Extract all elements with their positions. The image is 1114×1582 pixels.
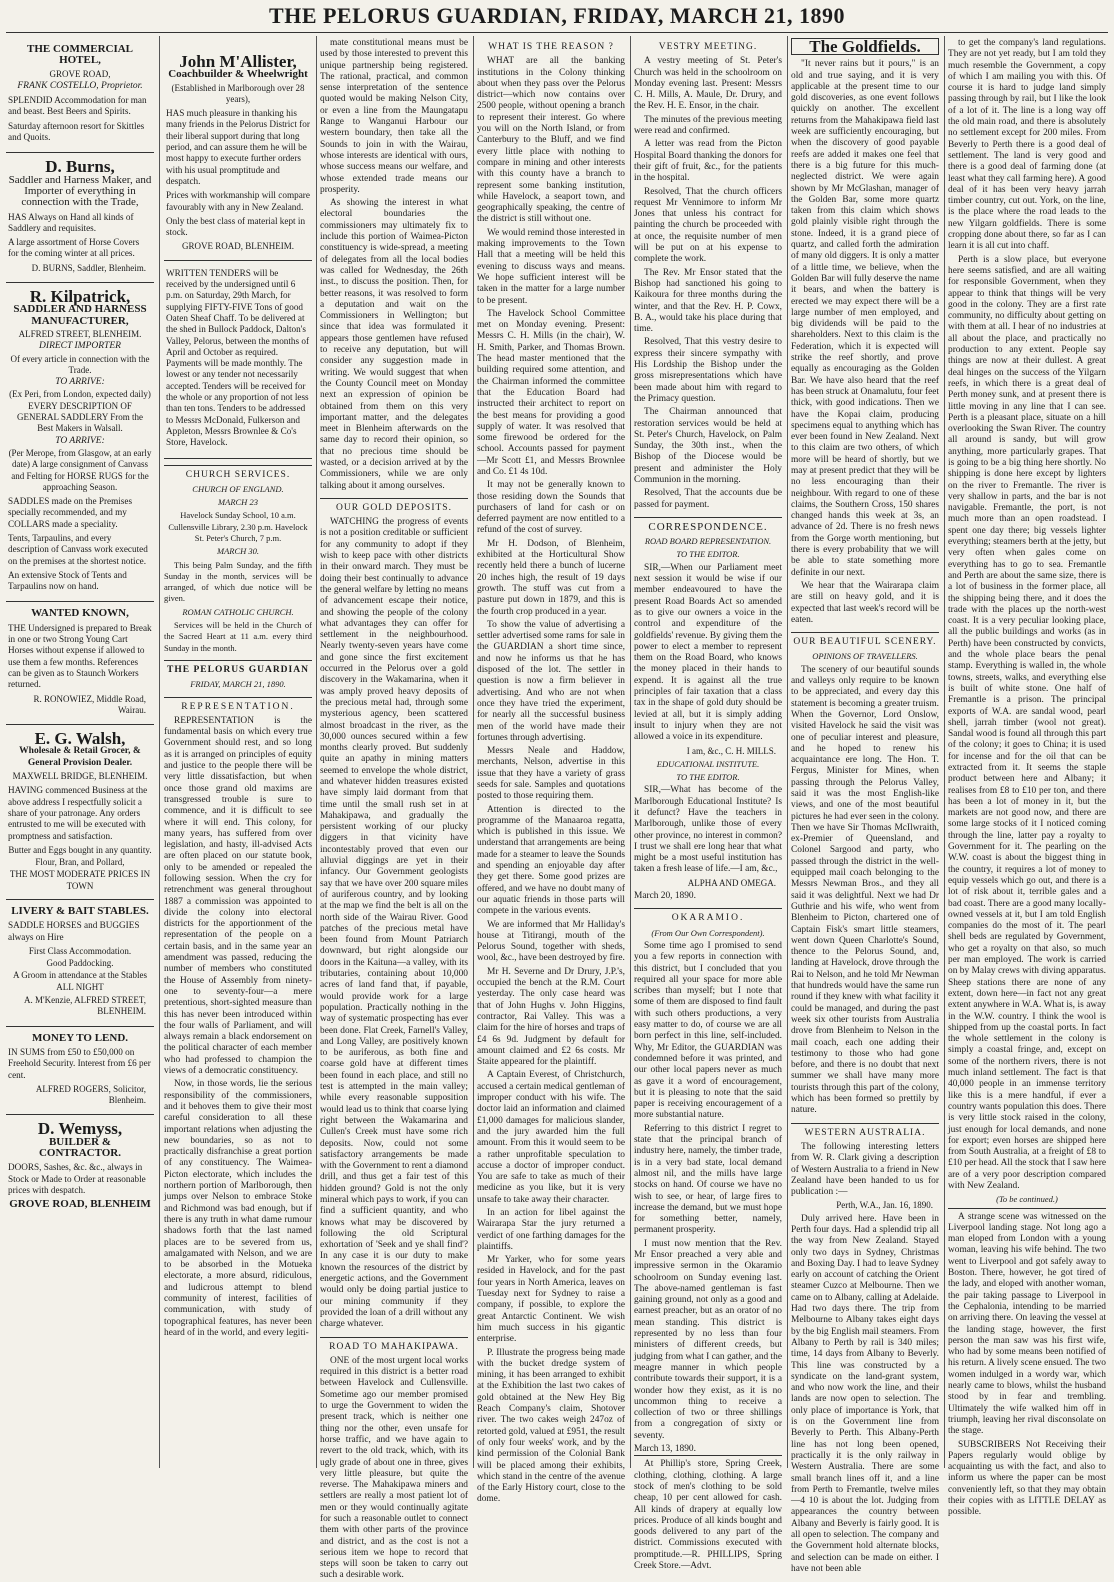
article-paragraph: We would remind those interested in making improvements to the Town Hall that a meeting will be held this evening to discuss ways and means. We hope sufficient interest will be taken in the matter for a large number to be present. (477, 227, 625, 306)
article-paragraph: Now, in those words, lie the serious responsibility of the commissioners, and it behoves them to give their most careful consideration to all these important relations when adjusting the new boundaries, so as not to practically disfranchise a great portion of any constituency. The Waimea-Picton electorate, which includes the northern portion of Marlborough, then jumps over Nelson to embrace Stoke and Richmond was bad enough, but if there is any truth in what dame rumour shadows forth that the last named places are to be severed from us, amalgamated with Nelson, and we are to be absorbed in the Motueka electorate, a more absurd, ridiculous, and ludicrous attempt to blend community of interest, facilities of communication, with study of topographical features, has never been heard of in the world, and every legiti- (164, 1079, 312, 1338)
ad-kilpatrick: R. Kilpatrick, SADDLER AND HARNESS MANUFACTURER, ALFRED STREET, BLENHEIM. DIRECT IMPORTER Of every article in connection with the Trade. TO ARRIVE: (Ex Peri, from London, expected daily) EVERY DESCRIPTION OF GENERAL SADDLERY From the Best Makers in Walsall. TO ARRIVE: (Per Merope, from Glasgow, at an early date) A large consignment of Canvass and Felting for HORSE RUGS for the approaching Season. SADDLES made on the Premises specially recommended, and my COLLARS made a speciality. Tents, Tarpaulins, and every description of Canvass work executed on the premises at the shortest notice. An extensive Stock of Tents and Tarpaulins now on hand. (6, 283, 154, 602)
article-paragraph: We are informed that Mr Halliday's house at Titirangi, mouth of the Pelorus Sound, together with sheds, wool, &c., have been destroyed by fire. (477, 919, 625, 964)
column-5: VESTRY MEETING. A vestry meeting of St. Peter's Church was held in the schoolroom on Monday evening last. Present: Messrs C. H. Mills, A. Maule, Dr. Drury, and the Rev. H. E. Ensor, in the chair. The minutes of the previous meeting were read and confirmed. A letter was read from the Picton Hospital Board thanking the donors for their gift of fruit, &c., for the patients in the hospital. Resolved, That the church officers request Mr Vennimore to inform Mr Jones that unless his contract for painting the church be proceeded with at once, the requisite number of men will be put on at his expense to complete the work. The Rev. Mr Ensor stated that the Bishop had sanctioned his going to Kaikoura for three months during the winter, and that the Rev. H. P. Cowx, B. A., would take his place during that time. Resolved, That this vestry desire to express their sincere sympathy with His Lordship the Bishop under the gross misrepresentations which have been made about him with regard to the Primacy question. The Chairman announced that restoration services would be held at St. Peter's Church, Havelock, on Palm Sunday, the 30th inst., when the Bishop of the Diocese would be present and administer the Holy Communion in the morning. Resolved, That the accounts due be passed for payment. CORRESPONDENCE. ROAD BOARD REPRESENTATION. TO THE EDITOR. SIR,—When our Parliament meet next session it would be wise if our member endeavoured to have the present Road Boards Act so amended as to give our owners a voice in the control and expenditure of the goldfields' revenue. By giving them the power to elect a member to represent them on the Road Board, who knows the money placed in their hands to expend. It is against all the true principles of fair taxation that a class tax in the shape of gold duty should be levied at all, but it is simply adding insult to injury when they are not allowed a voice in its expenditure. I am, &c., C. H. MILLS. EDUCATIONAL INSTITUTE. TO THE EDITOR. SIR,—What has become of the Marlborough Educational Institute? Is it defunct? Have the teachers in Marlborough, unlike those of every other province, no interest in common? I trust we shall ere long hear that what might be a most useful institution has taken a fresh lease of life.—I am, &c., ALPHA AND OMEGA. March 20, 1890. OKARAMIO. (From Our Own Correspondent). Some time ago I promised to send you a few reports in connection with this district, but I concluded that you required all your space for more able scribes than myself; but I note that some of them are disposed to find fault with such others productions, a very easy matter to do, of course we are all born perfect in this line, self-included. Why, Mr Editor, the GUARDIAN was condemned before it was printed, and our other local papers never as much as gave it a word of encouragement, but it is pleasing to note that the said paper is receiving encouragement of a more substantial nature. Referring to this district I regret to state that the principal branch of industry here, namely, the timber trade, is in a very bad state, local demand almost nil, and the mills have large stocks on hand. Of course we have no wish to see, or hear, of large fires to increase the demand, but we must hope for something better, namely, permanent prosperity. I must now mention that the Rev. Mr Ensor preached a very able and impressive sermon in the Okaramio schoolroom on Sunday evening last. The above-named gentleman is fast gaining ground, not only as a good and earnest preacher, but as an orator of no mean standing. This district is represented by no less than four ministers of different creeds, but judging from what I can gather, and the meagre manner in which people contribute towards their support, it is a wonder how they exist, as it is no uncommon thing to receive a collection of two or three shillings from a congregation of sixty or seventy. March 13, 1890. At Phillip's store, Spring Creek, clothing, clothing, clothing. A large stock of men's clothing to be sold cheap, 10 per cent allowed for cash. All kinds of drapery at equally low prices. Produce of all kinds bought and goods delivered to any part of the district. Commissions executed with promptitude.—R. PHILLIPS, Spring Creek Store.—Advt. (634, 38, 782, 1468)
ad-title: LIVERY & BAIT STABLES. (11, 905, 149, 917)
column-divider (473, 36, 474, 1468)
section-heading: The Goldfields. (791, 38, 939, 55)
article-paragraph: A Captain Everest, of Christchurch, accused a certain medical gentleman of improper conduct with his wife. The doctor laid an information and claimed £1,000 damages for malicious slander, and the jury awarded him the full amount. From this it would seem to be a rather unprofitable speculation to accuse a doctor of improper conduct. You are safe to take as much of their medicine as you like, but it is very unsafe to take away their character. (477, 1070, 625, 1205)
article-paragraph: "It never rains but it pours," is an old and true saying, and it is very applicable at the present time to our gold discoveries, as one event follows quickly on another. The excellent returns from the Mahakipawa field last week are sufficiently encouraging, but when the discovery of good payable reefs are added it makes one feel that there is a big future for this much-neglected district. We were again shown by Mr McGlashan, manager of the Golden Bar, some more quartz taken from this claim which shows gold plainly visible right through the stone. Indeed, it is a grand piece of quartz, and called forth the admiration of many old diggers. It is only a matter of a little time, we believe, when the Golden Bar will fully deserve the name it bears, and when the battery is erected we may expect there will be a large number of men employed, and big dividends will be paid to the shareholders. Next to this claim is the Federation, which it is expected will strike the reef shortly, and prove equally as encouraging as the Golden Bar. We have also heard that the reef has been struck at Onamalutu, four feet thick, with good indications. Then we have the Kopai claim, producing specimens equal to anything which has ever been found in New Zealand. Next to this claim are two others, of which more will be heard of shortly, but we may at present predict that they will be no less encouraging than their neighbour. With regard to one of these claims, the Southern Cross, 150 shares changed hands this week at 3s, an advance of 2d. There is no fresh news from the Gorge worth mentioning, but there is every probability that we will be able to state something more definite in our next. (791, 59, 939, 578)
masthead-rule (6, 32, 1108, 33)
column-divider (630, 36, 631, 1468)
article-paragraph: It may not be generally known to those residing down the Sounds that purchasers of land for cash or on deferred payment are now entitled to a refund of the cost of survey. (477, 480, 625, 536)
ad-livery-stables: LIVERY & BAIT STABLES. SADDLE HORSES and BUGGIES always on Hire First Class Accommodation. Good Paddocking. A Groom in attendance at the Stables ALL NIGHT A. M'Kenzie, ALFRED STREET, BLENHEIM. (6, 900, 154, 1027)
article-paragraph: The following interesting letters from W. R. Clark giving a description of Western Australia to a friend in New Zealand have been handed to us for publication :— (791, 1141, 939, 1198)
ad-wanted-known: WANTED KNOWN, THE Undersigned is prepared to Break in one or two Strong Young Cart Horses without expense if allowed to use them a few months. References can be given as to Staunch Workers returned. R. RONOWIEZ, Middle Road, Wairau. (6, 602, 154, 725)
paper-date: FRIDAY, MARCH 21, 1890. (190, 679, 286, 690)
article-paragraph: mate constitutional means must be used by those interested to prevent this unique partnership being registered. The rational, practical, and common sense interpretation of the sentence quoted would be making Nelson City, or even a line from the Maungatapu Range to Wanganui Harbour our western boundary, then take all the Sounds to join in with the Wairau, whose interests are identical with ours, whose success means our welfare, and whose extended trade means our prosperity. (320, 38, 468, 195)
article-paragraph: Mr Yarker, who for some years resided in Havelock, and for the past four years in North America, leaves on Tuesday next for Sydney to raise a company, if possible, to explore the great Antarctic Continent. We wish him much success in his gigantic enterprise. (477, 1255, 625, 1345)
column-divider (316, 36, 317, 1468)
article-paragraph: ONE of the most urgent local works required in this district is a better road between Havelock and Cullensville. Sometime ago our member promised to urge the Government to widen the present track, which is neither one thing nor the other, even unsafe for horse traffic, and we have again to revert to the old track, which, with its ugly grade of about one in three, gives very little pleasure, but quite the reverse. The Mahakipawa miners and settlers are really a most patient lot of men or they would continually agitate for such a reasonable outlet to connect them with other parts of the province and district, and as the cost is not a serious item we hope to record that steps will soon be taken to carry out such a desirable work. (320, 1355, 468, 1581)
column-7: to get the company's land regulations. They are not yet ready, but I am told they much resemble the Government, a copy of which I am mailing you with this. Of course it is hard to judge land simply passing through by rail, but I like the look of a lot of it. The line is a long way off the old main road, and there is absolutely no settlement except for 200 miles. From Beverly to Perth there is a good deal of settlement. The land is very good and there is a good deal of farming done (at least what they call farming here). A good deal of it has been very heavy jarrah timber country, cut out. York, on the line, is the place where the road leads to the new Yilgarn goldfields. There is some cropping done about there, so far as I can learn it is all cut into chaff. Perth is a slow place, but everyone here seems satisfied, and are all waiting for responsible Government, when they appear to think that things will be very good in the colony. They are a first rate community, no difficulty about getting on with them at all. I hear of no industries at all about the place, and practically no production to any extent. People say things are now at their dullest. A great deal hinges on the success of the Yilgarn reefs, in which there is a great deal of Perth money sunk, and at present there is little moving in any line that I can see. Perth is a pleasant place, situate on a hill overlooking the Swan River. The country all around is sandy, but will grow anything, more particularly grapes. That is going to be a big thing here shortly. No shipping is done here except by lighters on the river to Fremantle. The river is very shallow in parts, and the bar is not navigable. Fremantle, the port, is not much more than an open roadstead. I spent one day there; big vessels lighter everything; steamers berth at the jetty, but very often when gales come on everything has to go to sea. Fremantle and Perth are about the same size, there is a lot of business in the former place, all the shipping being there, and it does the trade with the places up the north-west coast. It is a very peculiar looking place, all the public buildings and works (as in Perth) have been constructed by convicts, and the whole place bears the penal stamp. Everything is walled in, the whole towns, streets, walks, and everything else is built of white stone. One half of Fremantle is a prison. The principal exports of W.A. are sandal wood, pearl shell, jarrah timber (wool not great). Sandal wood is found all through this part of the colony; it goes to China; it is used for incense and for the oil that can be extracted from it. It seems the staple product between here and Albany; it realises from £8 to £10 per ton, and there has been a lot of money in it, but the markets are not good now, and there are some large stocks of it I noticed coming through the line, latter pay a royalty to Government for it. The pearling on the W.W. coast is about the biggest thing in the country, it requires a lot of money to equip vessels which go out, and there is a lot of risk about it, terrible gales and a bad coast. There are a good many locally-owned vessels at it, but I am told English companies do the most of it. The pearl shell beds are regulated by Government, who get a royalty on that also, so much per man employed. The work is carried on by Malay crews with diving apparatus. Sheep stations there are none of any extent, down here—in fact not any great extent anywhere in W.A. What is, is away in the W.W. country. I think the wool is shipped from up the coastal ports. In fact the whole settlement in the colony is simply a coastal fringe, and, except on some of the northern rivers, there is not much inland settlement. The fact is that 40,000 people in an immense territory like this is a mere handful, if ever a country wants population this does. There is very little stock raised in the colony, just enough for local demands, and none for export; even horses are shipped here from South Australia, at a freight of £8 to £10 per head. All the stock that I saw here are of a very poor description compared with New Zealand. (To be continued.) A strange scene was witnessed on the Liverpool landing stage. Not long ago a man eloped from London with a young woman, leaving his wife behind. The two went to Liverpool and got safely away to Boston. There, however, he got tired of the lady, and eloped with another woman, the pair taking passage to Liverpool in the Cephalonia, intending to be married on arriving there. On leaving the vessel at the landing stage, however, the first person the man saw was his first wife, who had by some means been notified of his return. A lively scene ensued. The two women indulged in a wordy war, which nearly came to blows, whilst the husband stood by in fear and trembling. Ultimately the wife walked him off in triumph, leaving her rival disconsolate on the stage. SUBSCRIBERS Not Receiving their Papers regularly would oblige by acquainting us with the fact, and also to inform us where the paper can be most conveniently left, so that they may obtain their copies with as LITTLE DELAY as possible. (948, 38, 1106, 1518)
ad-title: WANTED KNOWN, (31, 607, 129, 620)
article-paragraph: Perth is a slow place, but everyone here seems satisfied, and are all waiting for responsible Government, when they appear to think that things will be very good in the colony. They are a first rate community, no difficulty about getting on with them at all. I hear of no industries at all about the place, and practically no production to any extent. People say things are now at their dullest. A great deal hinges on the success of the Yilgarn reefs, in which there is a great deal of Perth money sunk, and at present there is little moving in any line that I can see. Perth is a pleasant place, situate on a hill overlooking the Swan River. The country all around is sandy, but will grow anything, more particularly grapes. That is going to be a big thing here shortly. No shipping is done here except by lighters on the river to Fremantle. The river is very shallow in parts, and the bar is not navigable. Fremantle, the port, is not much more than an open roadstead. I spent one day there; big vessels lighter everything; steamers berth at the jetty, but very often when gales come on everything has to go to sea. Fremantle and Perth are about the same size, there is a lot of business in the former place, all the shipping being there, and it does the trade with the places up the north-west coast. It is a very peculiar looking place, all the public buildings and works (as in Perth) have been constructed by convicts, and the whole place bears the penal stamp. Everything is walled in, the whole towns, streets, walks, and everything else is built of white stone. One half of Fremantle is a prison. The principal exports of W.A. are sandal wood, pearl shell, jarrah timber (wool not great). Sandal wood is found all through this part of the colony; it goes to China; it is used for incense and for the oil that can be extracted from it. It seems the staple product between here and Albany; it realises from £8 to £10 per ton, and there has been a lot of money in it, but the markets are not good now, and there are some large stocks of it I noticed coming through the line, latter pay a royalty to Government for it. The pearling on the W.W. coast is about the biggest thing in the country, it requires a lot of money to equip vessels which go out, and there is a lot of risk about it, terrible gales and a bad coast. There are a good many locally-owned vessels at it, but I am told English companies do the most of it. The pearl shell beds are regulated by Government, who get a royalty on that also, so much per man employed. The work is carried on by Malay crews with diving apparatus. Sheep stations there are none of any extent, down here—in fact not any great extent anywhere in W.A. What is, is away in the W.W. country. I think the wool is shipped from up the coastal ports. In fact the whole settlement in the colony is simply a coastal fringe, and, except on some of the northern rivers, there is not much inland settlement. The fact is that 40,000 people in an immense territory like this is a mere handful, if ever a country wants population this does. There is very little stock raised in the colony, just enough for local demands, and none for export; even horses are shipped here from South Australia, at a freight of £8 to £10 per head. All the stock that I saw here are of a very poor description compared with New Zealand. (948, 254, 1106, 1191)
section-heading: REPRESENTATION. (164, 697, 312, 713)
column-6: The Goldfields. "It never rains but it pours," is an old and true saying, and it is very applicable at the present time to our gold discoveries, as one event follows quickly on another. The excellent returns from the Mahakipawa field last week are sufficiently encouraging, but when the discovery of good payable reefs are added it makes one feel that there is a big future for this much-neglected district. We were again shown by Mr McGlashan, manager of the Golden Bar, some more quartz taken from this claim which shows gold plainly visible right through the stone. Indeed, it is a grand piece of quartz, and called forth the admiration of many old diggers. It is only a matter of a little time, we believe, when the Golden Bar will fully deserve the name it bears, and when the battery is erected we may expect there will be a large number of men employed, and big dividends will be paid to the shareholders. Next to this claim is the Federation, which it is expected will strike the reef shortly, and prove equally as encouraging as the Golden Bar. We have also heard that the reef has been struck at Onamalutu, four feet thick, with good indications. Then we have the Kopai claim, producing specimens equal to anything which has ever been found in New Zealand. Next to this claim are two others, of which more will be heard of shortly, but we may at present predict that they will be no less encouraging than their neighbour. With regard to one of these claims, the Southern Cross, 150 shares changed hands this week at 3s, an advance of 2d. There is no fresh news from the Gorge worth mentioning, but there is every probability that we will be able to state something more definite in our next. We hear that the Wairarapa claim are still on heavy gold, and it is expected that last week's record will be eaten. OUR BEAUTIFUL SCENERY. OPINIONS OF TRAVELLERS. The scenery of our beautiful sounds and valleys only require to be known to be appreciated, and every day this statement is becoming a greater truism. When the Governor, Lord Onslow, visited Havelock he said the visit was one of peculiar interest and pleasure, and he hoped to renew his acquaintance ere long. The Hon. T. Fergus, Minister for Mines, when passing through the Pelorus Valley, said it was the most English-like views, and one of the most beautiful pictures he had ever seen in the colony. Then we have Sir Thomas McIlwraith, ex-Premier of Queensland, and Colonel Sargood and party, who passed through the district in the well-equipped mail coach belonging to the Messrs Newman Bros., and they all said it was delightful. Next we had Dr Guthrie and his wife, who went from Blenheim to Picton, chartered one of Captain Fisk's smart little steamers, went down Queen Charlotte's Sound, thence to the Pelorus Sound, and, landing at Havelock, drove through the Rai to Nelson, and he told Mr Newman that hundreds would have the same run round if they knew with what facility it could be managed, and during the past week six other tourists from Australia drove from Blenheim to Nelson in the mail coach, each one adding their testimony to those who had gone before, and there is no doubt that next summer we shall have many more tourists through this part of the colony, which has been formed so prettily by nature. WESTERN AUSTRALIA. The following interesting letters from W. R. Clark giving a description of Western Australia to a friend in New Zealand have been handed to us for publication :— Perth, W.A., Jan. 16, 1890. Duly arrived here. Have been in Perth four days. Had a splendid trip all the way from New Zealand. Stayed only two days in Sydney, Christmas and Boxing Day. I had to leave Sydney early on account of catching the Orient steamer Cuzco at Melbourne. Then we came on to Albany, calling at Adelaide. Had two days there. The trip from Melbourne to Albany takes eight days by the big English mail steamers. From Albany to Perth by rail is 340 miles; time, 14 days from Albany to Beverly. This line was constructed by a syndicate on the land-grant system, and who now work the line, and their lands are now open to selection. The only place of importance is York, that is on the Government line from Beverly to Perth. This Albany-Perth line has not long been opened, practically it is the only railway in Western Australia. There are some small branch lines off it, and a line from Perth to Fremantle, twelve miles—4 10 is about the lot. Judging from appearances the country between Albany and Beverly is fairly good. It is all open to selection. The company and the Government hold alternate blocks, and selection can be made on either. I have not been able (791, 37, 939, 1574)
section-heading: OKARAMIO. (634, 908, 782, 924)
ad-title: D. Burns, (45, 157, 115, 177)
ad-title: R. Kilpatrick, (29, 287, 131, 307)
column-divider (787, 36, 788, 1468)
masthead: THE PELORUS GUARDIAN, FRIDAY, MARCH 21, 1890 (269, 3, 845, 28)
article-paragraph: Duly arrived here. Have been in Perth four days. Had a splendid trip all the way from New Zealand. Stayed only two days in Sydney, Christmas and Boxing Day. I had to leave Sydney early on account of catching the Orient steamer Cuzco at Melbourne. Then we came on to Albany, calling at Adelaide. Had two days there. The trip from Melbourne to Albany takes eight days by the big English mail steamers. From Albany to Perth by rail is 340 miles; time, 14 days from Albany to Beverly. This line was constructed by a syndicate on the land-grant system, and who now work the line, and their lands are now open to selection. The only place of importance is York, that is on the Government line from Beverly to Perth. This Albany-Perth line has not long been opened, practically it is the only railway in Western Australia. There are some small branch lines off it, and a line from Perth to Fremantle, twelve miles—4 10 is about the lot. Judging from appearances the country between Albany and Beverly is fairly good. It is all open to selection. The company and the Government hold alternate blocks, and selection can be made on either. I have not been able (791, 1213, 939, 1574)
article-paragraph: In an action for libel against the Wairarapa Star the jury returned a verdict of one farthing damages for the plaintiffs. (477, 1207, 625, 1252)
article-paragraph: Messrs Neale and Haddow, merchants, Nelson, advertise in this issue that they have a variety of grass seeds for sale. Samples and quotations posted to those requiring them. (477, 746, 625, 802)
article-paragraph: We hear that the Wairarapa claim are still on heavy gold, and it is expected that last week's record will be eaten. (791, 580, 939, 625)
column-1 (6, 38, 154, 1468)
column-2: John M'Allister, Coachbuilder & Wheelwright (Established in Marlborough over 28 years), HAS much pleasure in thanking his many friends in the Pelorus District for their liberal support during that long period, and can assure them he will be most happy to execute further orders with his usual promptitude and despatch. Prices with workmanship will compare favourably with any in New Zealand. Only the best class of material kept in stock. GROVE ROAD, BLENHEIM. WRITTEN TENDERS will be received by the undersigned until 6 p.m. on Saturday, 29th March, for supplying FIFTY-FIVE Tons of good Oaten Sheaf Chaff. To be delivered at the shed in Bullock Paddock, Dalton's Valley, Pelorus, between the months of April and October as required. Payments will be made monthly. The lowest or any tender not necessarily accepted. Tenders will be received for the whole or any proportion of not less than ten tons. Tenders to be addressed to Messrs McDonald, Fulkerson and Appleton, Messrs Brownlee & Co's Store, Havelock. CHURCH SERVICES. CHURCH OF ENGLAND. MARCH 23 Havelock Sunday School, 10 a.m. Cullensville Library, 2.30 p.m. Havelock St. Peter's Church, 7 p.m. MARCH 30. This being Palm Sunday, and the fifth Sunday in the month, services will be arranged, of which due notice will be given. ROMAN CATHOLIC CHURCH. Services will be held in the Church of the Sacred Heart at 11 a.m. every third Sunday in the month. THE PELORUS GUARDIAN FRIDAY, MARCH 21, 1890. REPRESENTATION. REPRESENTATION is the fundamental basis on which every true Government should rest, and so long as it is arranged on principles of equity and justice to the people there will be very little dissatisfaction, but when once those grand old maxims are transgressed trouble is sure to commence, and it is difficult to see where it will end. This colony, for many years, has suffered from over legislation, and hasty, ill-advised Acts are often placed on our statute book, only to be amended or repealed the following session. When the cry for retrenchment was general throughout 1887 a commission was appointed to divide the colony into electoral districts for the apportionment of the representation of the people on a certain basis, and in the same year an amendment was passed, reducing the number of members who constituted the House of Assembly from ninety-one to seventy-four—a mere pretentious, short-sighted measure than this has never been introduced within the four walls of Parliament, and will always remain a black endorsement on the political character of each member who had professed to champion the views of a democratic constituency. Now, in those words, lie the serious responsibility of the commissioners, and it behoves them to give their most careful consideration to all these important relations when adjusting the new boundaries, so as not to practically disfranchise a great portion of any constituency. The Waimea-Picton electorate, which includes the northern portion of Marlborough, then jumps over Nelson to embrace Stoke and Richmond was bad enough, but if there is any truth in what dame rumour shadows forth that the last named places are to be severed from us, amalgamated with Nelson, and we are to be absorbed in the Motueka electorate, a more absurd, ridiculous, and ludicrous attempt to blend community of interest, facilities of communication, with study of topographical features, has never been heard of in the world, and every legiti- (164, 38, 312, 1468)
article-paragraph: to get the company's land regulations. They are not yet ready, but I am told they much resemble the Government, a copy of which I am mailing you with this. Of course it is hard to judge land simply passing through by rail, but I like the look of a lot of it. The line is a long way off the old main road, and there is absolutely no settlement except for 200 miles. From Beverly to Perth there is a good deal of settlement. The land is very good and there is a good deal of farming done (at least what they call farming here). A good deal of it has been very heavy jarrah timber country, cut out. York, on the line, is the place where the road leads to the new Yilgarn goldfields. There is some cropping done about there, so far as I can learn it is all cut into chaff. (948, 38, 1106, 252)
ad-wemyss: D. Wemyss, BUILDER & CONTRACTOR. DOORS, Sashes, &c. &c., always in Stock or Made to Order at reasonable prices with despatch. GROVE ROAD, BLENHEIM (8, 1119, 151, 1211)
column-divider (944, 36, 945, 1468)
article-paragraph: To show the value of advertising a settler advertised some rams for sale in the GUARDIAN a short time since, and now he informs us that he has disposed of the lot. The settler in question is now a firm believer in advertising. And who are not when once they have tried the experiment, for nearly all the successful business men of the world have made their fortunes through advertising. (477, 619, 625, 743)
article-paragraph: Some time ago I promised to send you a few reports in connection with this district, but I concluded that you required all your space for more able scribes than myself; but I note that some of them are disposed to find fault with such others productions, a very easy matter to do, of course we are all born perfect in this line, self-included. Why, Mr Editor, the GUARDIAN was condemned before it was printed, and our other local papers never as much as gave it a word of encouragement, but it is pleasing to note that the said paper is receiving encouragement of a more substantial nature. (634, 940, 782, 1121)
article-paragraph: Mr H. Severne and Dr Drury, J.P.'s, occupied the bench at the R.M. Court yesterday. The only case heard was that of John Hughs v. John Higgins, contractor, Rai Valley. This was a claim for the hire of horses and traps of £4 6s 9d. Judgment by default for amount claimed and £2 6s costs. Mr Staite appeared for the plaintiff. (477, 966, 625, 1068)
article-paragraph: Mr H. Dodson, of Blenheim, exhibited at the Horticultural Show recently held there a bunch of lucerne 20 inches high, the result of 19 days growth. The stuff was cut from a pasture put down in 1879, and this is the fourth crop produced in a year. (477, 538, 625, 617)
ad-title: E. G. Walsh, (34, 729, 126, 749)
article-paragraph: SIR,—What has become of the Marlborough Educational Institute? Is it defunct? Have the teachers in Marlborough, unlike those of every other province, no interest in common? I trust we shall ere long hear that what might be a most useful institution has taken a fresh lease of life.—I am, &c., (634, 785, 782, 875)
ad-title: D. Wemyss, (37, 1119, 123, 1139)
article-paragraph: I must now mention that the Rev. Mr Ensor preached a very able and impressive sermon in the Okaramio schoolroom on Sunday evening last. The above-named gentleman is fast gaining ground, not only as a good and earnest preacher, but as an orator of no mean standing. This district is represented by no less than four ministers of different creeds, but judging from what I can gather, and the meagre manner in which people contribute towards their support, it is a wonder how they exist, as it is no uncommon thing to receive a collection of two or three shillings from a congregation of sixty or seventy. (634, 1238, 783, 1441)
article-paragraph: As showing the interest in what electoral boundaries the commissioners may ultimately fix to include this portion of Waimea-Picton constituency is wide-spread, a meeting of delegates from all the local bodies was called for Wednesday, the 26th inst., to discuss the position. Then, for better reasons, it was resolved to form a deputation and wait on the Commissioners in Wellington; but since that idea was formulated it appears those gentlemen have refused to receive any deputation, but will consider any suggestion made in writing. We would suggest that when the County Council meet on Monday next an expression of opinion be obtained from them on this very important matter, and the delegates meet in Blenheim afterwards on the same day to record their opinion, so that no precious time should be wasted, or a decision arrived at by the Commissioners, while we are only talking about it among ourselves. (320, 198, 468, 491)
article-paragraph: WHAT are all the banking institutions in the Colony thinking about when they pass over the Pelorus district—which now contains over 2500 people, without opening a branch to represent their interest. Go where you will on the North Island, or from Canterbury to the Bluff, and we find every little place with nothing to compare in mining and other interests with this county have a branch to represent some banking institution, while Havelock, a seaport town, and geographically speaking, the centre of the district is still without one. (477, 56, 625, 225)
article-paragraph: At Phillip's store, Spring Creek, clothing, clothing, clothing. A large stock of men's clothing to be sold cheap, 10 per cent allowed for cash. All kinds of drapery at equally low prices. Produce of all kinds bought and goods delivered to any part of the district. Commissions executed with promptitude.—R. PHILLIPS, Spring Creek Store.—Advt. (634, 1455, 782, 1572)
article-paragraph: Resolved, That the accounts due be passed for payment. (634, 488, 782, 510)
article-paragraph: A vestry meeting of St. Peter's Church was held in the schoolroom on Monday evening last. Present: Messrs C. H. Mills, A. Maule, Dr. Drury, and the Rev. H. E. Ensor, in the chair. (634, 56, 782, 112)
article-paragraph: A strange scene was witnessed on the Liverpool landing stage. Not long ago a man eloped from London with a young woman, leaving his wife behind. The two went to Liverpool and got safely away to Boston. There, however, he got tired of the lady, and eloped with another woman, the pair taking passage to Liverpool in the Cephalonia, intending to be married on arriving there. On leaving the vessel at the landing stage, however, the first person the man saw was his first wife, who had by some means been notified of his return. A lively scene ensued. The two women indulged in a wordy war, which nearly came to blows, whilst the husband stood by in fear and trembling. Ultimately the wife walked him off in triumph, leaving her rival disconsolate on the stage. (948, 1208, 1106, 1438)
section-heading: ROAD TO MAHAKIPAWA. (320, 1337, 468, 1353)
ad-mallister: John M'Allister, Coachbuilder & Wheelwright (Established in Marlborough over 28 years), HAS much pleasure in thanking his many friends in the Pelorus District for their liberal support during that long period, and can assure them he will be most happy to execute further orders with his usual promptitude and despatch. Prices with workmanship will compare favourably with any in New Zealand. Only the best class of material kept in stock. GROVE ROAD, BLENHEIM. (164, 38, 312, 261)
ad-walsh: E. G. Walsh, Wholesale & Retail Grocer, & General Provision Dealer. MAXWELL BRIDGE, BLENHEIM. HAVING commenced Business at the above address I respectfully solicit a share of your patronage. Any orders entrusted to me will be executed with promptness and satisfaction. Butter and Eggs bought in any quantity. Flour, Bran, and Pollard, THE MOST MODERATE PRICES IN TOWN (6, 725, 154, 900)
article-paragraph: The Havelock School Committee met on Monday evening. Present: Messrs C. H. Mills (in the chair), W. H. Smith, Parker, and Thomas Brown. The head master mentioned that the building required some attention, and the Chairman informed the committee that the Education Board had instructed their architect to report on the best means for providing a good supply of water. It was resolved that some firewood be ordered for the school. Accounts passed for payment—Mr Scott £1, and Messrs Brownlee and Co. £1 4s 10d. (477, 308, 625, 477)
section-heading: CHURCH SERVICES. (164, 465, 312, 481)
section-heading: OUR GOLD DEPOSITS. (320, 498, 468, 514)
ad-money-to-lend: MONEY TO LEND. IN SUMS from £50 to £50,000 on Freehold Security. Interest from £6 per cent. ALFRED ROGERS, Solicitor, Blenheim. (6, 1027, 154, 1116)
article-paragraph: A letter was read from the Picton Hospital Board thanking the donors for their gift of fruit, &c., for the patients in the hospital. (634, 139, 782, 184)
section-heading: VESTRY MEETING. (658, 42, 758, 52)
article-paragraph: SIR,—When our Parliament meet next session it would be wise if our member endeavoured to have the present Road Boards Act so amended as to give our owners a voice in the control and expenditure of the goldfields' revenue. By giving them the power to elect a member to represent them on the Road Board, who knows the money placed in their hands to expend. It is against all the true principles of fair taxation that a class tax in the shape of gold duty should be levied at all, but it is simply adding insult to injury when they are not allowed a voice in its expenditure. (634, 562, 783, 743)
article-paragraph: SUBSCRIBERS Not Receiving their Papers regularly would oblige by acquainting us with the fact, and also to inform us where the paper can be most conveniently left, so that they may obtain their copies with as LITTLE DELAY as possible. (948, 1439, 1106, 1518)
ad-title: MONEY TO LEND. (31, 1031, 129, 1044)
article-paragraph: P. Illustrate the progress being made with the bucket dredge system of mining, it has been arranged to exhibit at the Exhibition the last two cakes of gold obtained at the New Hey Big Reach Company's claim, Shotover river. The two cakes weigh 247oz of retorted gold, valued at £951, the result of only four weeks' work, and by the kind permission of the Colonial Bank will be placed among their exhibits, which stand in the centre of the avenue of the Early History court, close to the dome. (477, 1347, 625, 1505)
article-paragraph: Resolved, That this vestry desire to express their sincere sympathy with His Lordship the Bishop under the gross misrepresentations which have been made about him with regard to the Primacy question. (634, 337, 782, 404)
column-3 (320, 38, 468, 1581)
article-paragraph: The minutes of the previous meeting were read and confirmed. (634, 114, 782, 137)
article-paragraph: The scenery of our beautiful sounds and valleys only require to be known to be appreciated, and every day this statement is becoming a greater truism. When the Governor, Lord Onslow, visited Havelock he said the visit was one of peculiar interest and pleasure, and he hoped to renew his acquaintance ere long. The Hon. T. Fergus, Minister for Mines, when passing through the Pelorus Valley, said it was the most English-like views, and one of the most beautiful pictures he had ever seen in the colony. Then we have Sir Thomas McIlwraith, ex-Premier of Queensland, and Colonel Sargood and party, who passed through the district in the well-equipped mail coach belonging to the Messrs Newman Bros., and they all said it was delightful. Next we had Dr Guthrie and his wife, who went from Blenheim to Picton, chartered one of Captain Fisk's smart little steamers, went down Queen Charlotte's Sound, thence to the Pelorus Sound, and, landing at Havelock, drove through the Rai to Nelson, and he told Mr Newman that hundreds would have the same run round if they knew with what facility it could be managed, and during the past week six other tourists from Australia drove from Blenheim to Nelson in the mail coach, each one adding their testimony to those who had gone before, and there is no doubt that next summer we shall have many more tourists through this part of the colony, which has been formed so prettily by nature. (791, 664, 939, 1116)
section-heading: WESTERN AUSTRALIA. (791, 1123, 939, 1139)
ad-commercial-hotel: THE COMMERCIAL HOTEL, GROVE ROAD, FRANK COSTELLO, Proprietor. SPLENDID Accommodation for man and beast. Best Beers and Spirits. Saturday afternoon resort for Skittles and Quoits. (6, 38, 154, 153)
article-paragraph: Attention is directed to the programme of the Manaaroa regatta, which is published in this issue. We understand that arrangements are being made for a steamer to leave the Sounds and spending an enjoyable day after they get there. Some good prizes are offered, and we have no doubt many of our aquatic friends in those parts will compete in the various events. (477, 804, 625, 917)
section-heading: CORRESPONDENCE. (634, 517, 782, 533)
column-divider (159, 36, 160, 1468)
ad-title: John M'Allister, (179, 52, 297, 71)
ad-written-tenders: WRITTEN TENDERS will be received by the undersigned until 6 p.m. on Saturday, 29th March, for supplying FIFTY-FIVE Tons of good Oaten Sheaf Chaff. To be delivered at the shed in Bullock Paddock, Dalton's Valley, Pelorus, between the months of April and October as required. Payments will be made monthly. The lowest or any tender not necessarily accepted. Tenders will be received for the whole or any proportion of not less than ten tons. Tenders to be addressed to Messrs McDonald, Fulkerson and Appleton, Messrs Brownlee & Co's Store, Havelock. (164, 261, 312, 459)
article-paragraph: The Rev. Mr Ensor stated that the Bishop had sanctioned his going to Kaikoura for three months during the winter, and that the Rev. H. P. Cowx, B. A., would take his place during that time. (634, 267, 782, 335)
column-4 (477, 38, 625, 1505)
ad-title: THE COMMERCIAL HOTEL, (26, 43, 134, 67)
article-paragraph: Resolved, That the church officers request Mr Vennimore to inform Mr Jones that unless his contract for painting the church be proceeded with at once, the requisite number of men will be put on at his expense to complete the work. (634, 186, 782, 265)
section-heading: WHAT IS THE REASON ? (488, 42, 614, 52)
section-heading: OUR BEAUTIFUL SCENERY. (791, 632, 939, 648)
paper-title: THE PELORUS GUARDIAN (164, 660, 312, 676)
article-paragraph: Referring to this district I regret to state that the principal branch of industry here, namely, the timber trade, is in a very bad state, local demand almost nil, and the mills have large stocks on hand. Of course we have no wish to see, or hear, of large fires to increase the demand, but we must hope for something better, namely, permanent prosperity. (634, 1123, 782, 1236)
ad-burns: D. Burns, Saddler and Harness Maker, and Importer of everything in connection with the Trade, HAS Always on Hand all kinds of Saddlery and requisites. A large assortment of Horse Covers for the coming winter at all prices. D. BURNS, Saddler, Blenheim. (6, 153, 154, 283)
article-paragraph: REPRESENTATION is the fundamental basis on which every true Government should rest, and so long as it is arranged on principles of equity and justice to the people there will be very little dissatisfaction, but when once those grand old maxims are transgressed trouble is sure to commence, and it is difficult to see where it will end. This colony, for many years, has suffered from over legislation, and hasty, ill-advised Acts are often placed on our statute book, only to be amended or repealed the following session. When the cry for retrenchment was general throughout 1887 a commission was appointed to divide the colony into electoral districts for the apportionment of the representation of the people on a certain basis, and in the same year an amendment was passed, reducing the number of members who constituted the House of Assembly from ninety-one to seventy-four—a mere pretentious, short-sighted measure than this has never been introduced within the four walls of Parliament, and will always remain a black endorsement on the political character of each member who had professed to champion the views of a democratic constituency. (164, 715, 312, 1077)
article-paragraph: The Chairman announced that restoration services would be held at St. Peter's Church, Havelock, on Palm Sunday, the 30th inst., when the Bishop of the Diocese would be present and administer the Holy Communion in the morning. (634, 407, 782, 485)
article-paragraph: WATCHING the progress of events is not a position creditable or sufficient for any community to adopt if they wish to keep pace with other districts in their onward march. They must be doing their best continually to advance the general welfare by letting no means of advancement escape their notice, and showing the people of the colony what advantages they can offer for settlement in the neighbourhood. Nearly twenty-seven years have come and gone since the first excitement occurred in the Pelorus over a gold discovery in the Wakamarina, when it was amply proved heavy deposits of the precious metal had, through some mysterious agency, been scattered almost broadcast in the river, as the 30,000 ounces secured within a few months clearly proved. But suddenly quite an apathy in mining matters seemed to envelope the whole district, and whatever hidden treasures existed have simply laid dormant from that time until the small rush set in at Mahakipawa, and gradually the persistent working of our plucky diggers in that vicinity have incontestably proved that even our alluvial diggings are yet in their infancy. Our Government geologists say that we have over 200 square miles of auriferous country, and by looking at the map we find the belt is all on the north side of the Wairau River. Good patches of the precious metal have been found from Mount Patriarch downward, but right alongside our doors in the Kaituna—a valley, with its tributaries, containing about 10,000 acres of land fand that, if payable, would provide work for a large population. Practically nothing in the way of systematic prospecting has ever been done. Flat Creek, Farnell's Valley, and Long Valley, are positively known to be auriferous, as both fine and coarse gold have at different times been found in each place, and still no test is attempted in the main valley; while every reasonable supposition would lead us to think that coarse lying right between the Wakamarina and Cullen's Creek must have some rich deposits. Now, could not some satisfactory arrangements be made with the Government to rent a diamond drill, and thus get a fair test of this hidden ground? Gold is not the only mineral which pays to work, if you can find a sufficient quantity, and who knows what may be discovered by following the old Scriptural exhortation of 'Seek and ye shall find'? In any case it is our duty to make known the resources of the district by energetic actions, and the Government would only be doing partial justice to our mining community if they provided the loan of a drill without any charge whatever. (320, 517, 468, 1330)
